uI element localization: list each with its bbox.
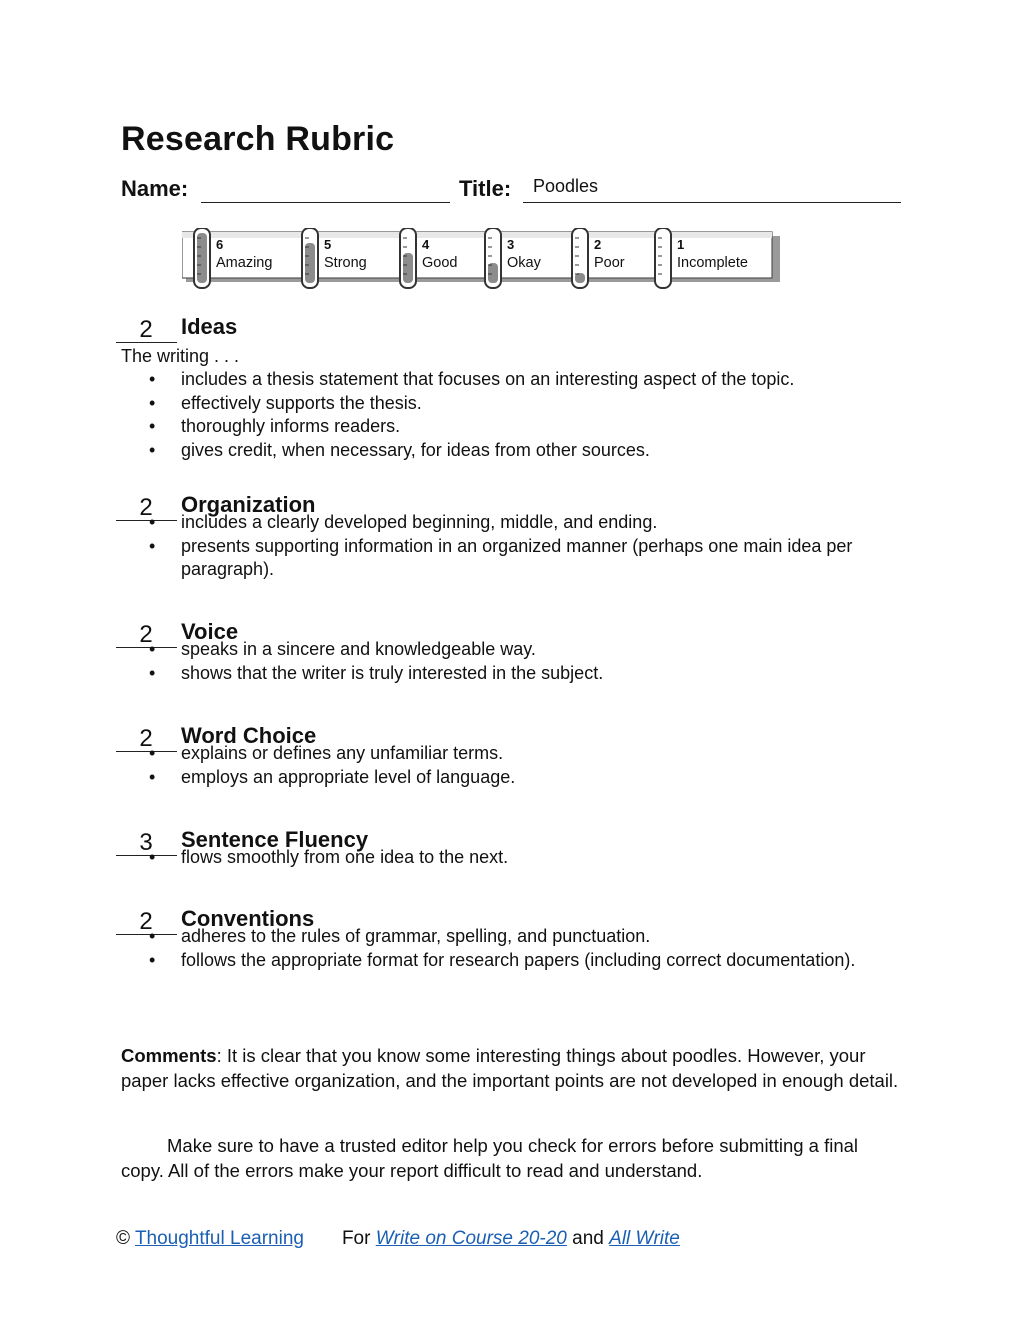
bullet-item: • presents supporting information in an organized manner (perhaps one main idea per paragraph).	[0, 535, 921, 582]
name-label: Name:	[121, 176, 189, 201]
criterion-heading: Word Choice	[181, 723, 317, 748]
scale-number: 4	[422, 237, 430, 252]
criterion-bullets	[0, 368, 1024, 462]
all-write-link[interactable]: All Write	[609, 1228, 680, 1249]
criterion-bullets	[0, 846, 1024, 870]
comments-text: : It is clear that you know some interesting things about poodles. However, your paper lacks effective organization, and the important points are not developed in enough detail.	[121, 1045, 899, 1091]
scale-label: Strong	[324, 255, 367, 271]
criterion-bullets	[0, 511, 1024, 582]
bullet-item: • includes a thesis statement that focuses on an interesting aspect of the topic.	[0, 368, 921, 392]
scale-label: Okay	[507, 255, 541, 271]
scale-number: 1	[677, 237, 685, 252]
footer-for: For	[341, 1228, 371, 1249]
scale-label: Amazing	[216, 255, 273, 271]
bullet-item: • follows the appropriate format for research papers (including correct documentation).	[0, 949, 921, 973]
scale-label: Poor	[594, 255, 625, 271]
criterion-bullets	[0, 638, 1024, 685]
bullet-item: • shows that the writer is truly interested in the subject.	[0, 662, 921, 686]
bullet-item: • includes a clearly developed beginning, middle, and ending.	[0, 511, 921, 535]
write-on-course-link[interactable]: Write on Course 20-20	[375, 1228, 567, 1249]
tube-fill-level	[305, 243, 315, 283]
bullet-item: • adheres to the rules of grammar, spelling, and punctuation.	[0, 925, 921, 949]
criterion-heading: Ideas	[181, 314, 238, 339]
score-value[interactable]: 3	[139, 829, 153, 856]
title-field-line[interactable]	[523, 202, 901, 203]
criterion-bullets	[0, 742, 1024, 789]
scale-number: 3	[507, 237, 515, 252]
tube-fill-level	[403, 253, 413, 283]
comments-paragraph-2: Make sure to have a trusted editor help you check for errors before submitting a final copy. All of the errors make your report difficult to read and understand.	[121, 1135, 859, 1181]
score-line	[116, 342, 177, 343]
thoughtful-learning-link[interactable]: Thoughtful Learning	[134, 1228, 304, 1249]
scale-number: 5	[324, 237, 332, 252]
criterion-heading: Conventions	[181, 906, 315, 931]
criterion-bullets	[0, 925, 1024, 972]
footer	[116, 1227, 680, 1251]
bullet-item: • thoroughly informs readers.	[0, 415, 921, 439]
title-value[interactable]: Poodles	[533, 176, 599, 196]
bullet-item: • flows smoothly from one idea to the next.	[0, 846, 921, 870]
scale-number: 6	[216, 237, 224, 252]
criterion-heading: Voice	[181, 619, 239, 644]
bullet-item: • employs an appropriate level of language.	[0, 766, 921, 790]
rating-scale	[182, 228, 782, 290]
tube-fill-level	[197, 233, 207, 283]
comments	[121, 1043, 901, 1093]
bullet-item: • explains or defines any unfamiliar terms.	[0, 742, 921, 766]
criterion-heading: Sentence Fluency	[181, 827, 369, 852]
page-title: Research Rubric	[121, 120, 395, 158]
name-field-line[interactable]	[201, 202, 450, 203]
score-value[interactable]: 2	[139, 725, 153, 752]
scale-label: Incomplete	[677, 255, 748, 271]
criterion-heading: Organization	[181, 492, 316, 517]
bullet-item: • effectively supports the thesis.	[0, 392, 921, 416]
tube-fill-level	[488, 263, 498, 283]
copyright-symbol: ©	[116, 1228, 130, 1249]
test-tube-icon	[655, 228, 671, 288]
footer-and: and	[572, 1228, 604, 1249]
comments-label: Comments	[121, 1045, 217, 1066]
title-label: Title:	[459, 176, 512, 201]
scale-number: 2	[594, 237, 602, 252]
score-value[interactable]: 2	[139, 316, 153, 343]
score-value[interactable]: 2	[139, 494, 153, 521]
score-value[interactable]: 2	[139, 908, 153, 935]
bullet-item: • speaks in a sincere and knowledgeable way.	[0, 638, 921, 662]
criterion-intro: The writing . . .	[121, 346, 240, 366]
bullet-item: • gives credit, when necessary, for ideas from other sources.	[0, 439, 921, 463]
scale-label: Good	[422, 255, 458, 271]
score-value[interactable]: 2	[139, 621, 153, 648]
